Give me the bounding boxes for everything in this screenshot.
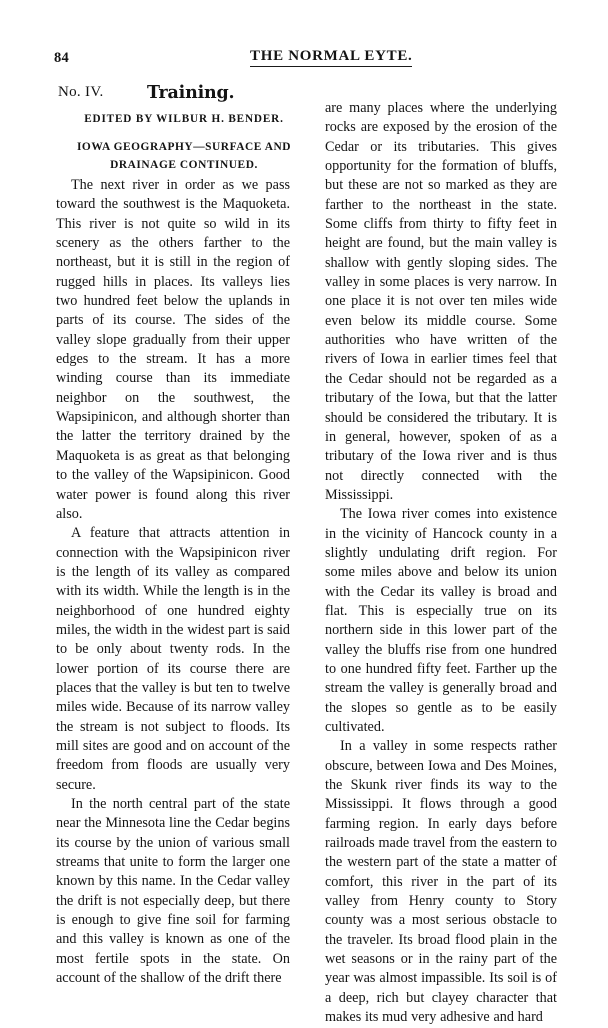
- paragraph: In the north central part of the state near the Minnesota line the Cedar begins its course by the union of various small streams that unite to form the larger one known by this name. In the Cedar valley the drift is not especially deep, but there is enough to give fine soil for farming and this valley is known as one of the most fertile spots in the state. On account of the shallow of the drift there: [56, 796, 290, 987]
- paragraph: are many places where the underlying rocks are exposed by the erosion of the Cedar or its tributaries. This gives opportunity for the formation of bluffs, but these are not so marked as they are farther to the northeast in the state. Some cliffs from thirty to fifty feet in height are found, but the main valley is shallow with gently sloping sides. The valley in some places is very narrow. In one place it is not over ten miles wide even below its middle course. Some authorities who have written of the rivers of Iowa in earlier times feel that the Cedar should not be regarded as a tributary of the Iowa, but that the latter should be considered the tributary. It is in general, however, spoken of as a tributary of the Iowa river and is thus not directly connected with the Mississippi.: [325, 100, 557, 503]
- journal-title: THE NORMAL EYTE.: [250, 48, 412, 67]
- paragraph: In a valley in some respects rather obscure, between Iowa and Des Moines, the Skunk river finds its way to the Mississippi. It flows through a good farming region. In early days before railroads made travel from the eastern to the western part of the state a matter of comfort, this river in the part of its valley from Henry county to Story county was a most serious obstacle to the traveler. Its broad flood plain in the wet seasons or in the rainy part of the year was almost impassible. Its soil is of a deep, rich but clayey character that makes its mud very adhesive and hard: [325, 738, 557, 1026]
- paragraph: The Iowa river comes into existence in the vicinity of Hancock county in a slightly undulating drift region. For some miles above and below its union with the Cedar its valley is broad and flat. This is especially true on its northern side in this lower part of the valley the bluffs rise from one hundred to one hundred fifty feet. Farther up the stream the valley is generally broad and the slopes so gentle as to be easily cultivated.: [325, 506, 557, 735]
- department-number: No. IV.: [58, 84, 104, 100]
- article-title: IOWA GEOGRAPHY—SURFACE AND DRAINAGE CONTINUED.: [76, 141, 292, 171]
- department-name: Training.: [147, 82, 235, 103]
- department-heading: [58, 82, 308, 106]
- column-left: [56, 176, 290, 988]
- editor-credit: EDITED BY WILBUR H. BENDER.: [84, 113, 284, 125]
- paragraph: The next river in order as we pass toward the southwest is the Maquoketa. This river is not quite so wild in its scenery as the others farther to the northeast, but it is still in the region of rugged hills in places. Its valleys lies two hundred feet below the uplands in parts of its course. The sides of the valley slope gradually from their upper edges to the stream. It has a more winding course than its immediate neighbor on the southwest, the Wapsipinicon, and although shorter than the latter the territory drained by the Maquoketa is as great as that belonging to the valley of the Wapsipinicon. Good water power is found along this river also.: [56, 177, 290, 522]
- page-number: 84: [54, 50, 69, 66]
- column-right: [325, 99, 557, 1028]
- running-head: [54, 48, 554, 70]
- paragraph: A feature that attracts attention in connection with the Wapsipinicon river is the length of its valley as compared with its width. While the length is in the neighborhood of one hundred eighty miles, the width in the widest part is said to be only about twenty rods. In the lower portion of its course there are places that the valley is but ten to twelve miles wide. Because of its narrow valley the stream is not subject to floods. Its mill sites are good and on account of the freedom from floods are usually very secure.: [56, 525, 290, 793]
